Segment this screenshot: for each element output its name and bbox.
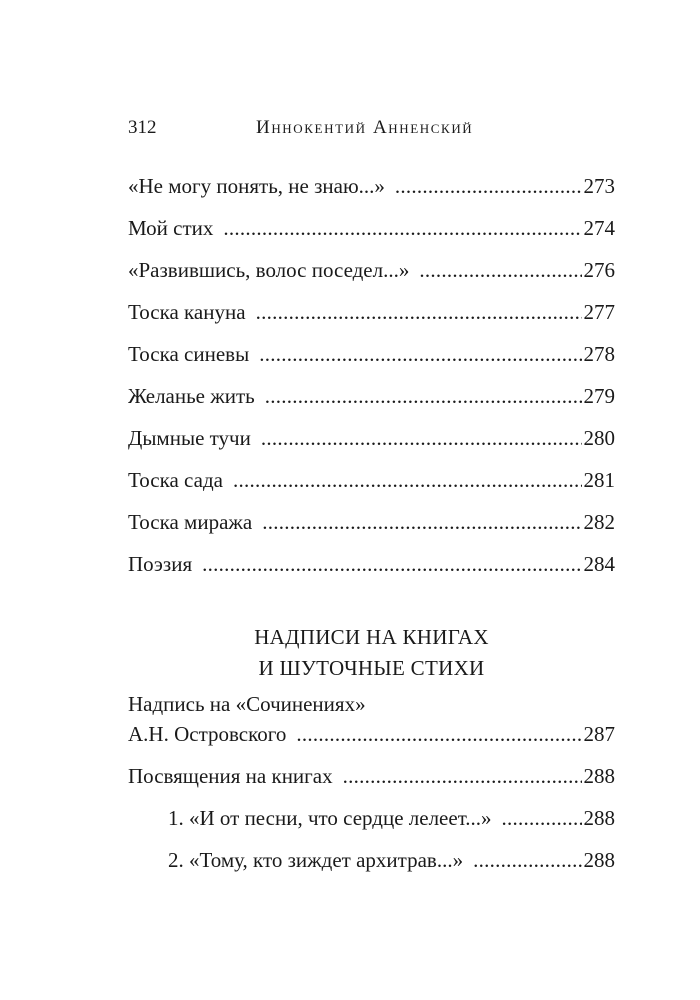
toc-entry xyxy=(128,548,615,590)
toc-entry-title: 1. «И от песни, что сердце лелеет...» xyxy=(168,806,492,830)
toc-entry-title: Поэзия xyxy=(128,552,193,576)
table-of-contents xyxy=(128,170,615,590)
toc-entry-page: 279 xyxy=(583,384,615,408)
toc-entry-title: А.Н. Островского xyxy=(128,722,287,746)
section-heading-line: И ШУТОЧНЫЕ СТИХИ xyxy=(258,656,485,680)
toc-entry-title: Посвящения на книгах xyxy=(128,764,333,788)
running-head xyxy=(128,117,615,141)
toc-entry-title: Тоска сада xyxy=(128,468,223,492)
toc-entry-title: 2. «Тому, кто зиждет архитрав...» xyxy=(168,848,464,872)
toc-entry xyxy=(128,464,615,506)
dot-leader xyxy=(202,550,581,578)
toc-entry xyxy=(128,422,615,464)
dot-leader xyxy=(343,762,582,790)
toc-entry-title: Желанье жить xyxy=(128,384,255,408)
toc-entry xyxy=(128,718,615,760)
toc-entry-page: 284 xyxy=(583,552,615,576)
dot-leader xyxy=(473,846,581,874)
toc-entry-page: 274 xyxy=(583,216,615,240)
toc-entry xyxy=(128,380,615,422)
toc-entry-page: 273 xyxy=(583,174,615,198)
dot-leader xyxy=(419,256,581,284)
dot-leader xyxy=(261,424,582,452)
toc-entry xyxy=(128,212,615,254)
toc-entry xyxy=(128,338,615,380)
dot-leader xyxy=(296,720,581,748)
toc-entry-title-first-line: Надпись на «Сочинениях» xyxy=(128,692,366,716)
toc-entry-page: 276 xyxy=(583,258,615,282)
toc-entry-title: Дымные тучи xyxy=(128,426,251,450)
dot-leader xyxy=(262,508,581,536)
section-heading-line: НАДПИСИ НА КНИГАХ xyxy=(254,625,489,649)
toc-entry-page: 277 xyxy=(583,300,615,324)
section-table-of-contents xyxy=(128,690,615,886)
toc-entry-page: 280 xyxy=(583,426,615,450)
toc-entry-page: 288 xyxy=(583,764,615,788)
toc-entry xyxy=(128,296,615,338)
dot-leader xyxy=(223,214,581,242)
toc-entry xyxy=(128,844,615,886)
dot-leader xyxy=(259,340,581,368)
toc-entry-title: Тоска миража xyxy=(128,510,253,534)
toc-entry-title: Тоска синевы xyxy=(128,342,250,366)
toc-entry xyxy=(128,760,615,802)
toc-entry-title: «Развившись, волос поседел...» xyxy=(128,258,410,282)
toc-entry-page: 281 xyxy=(583,468,615,492)
toc-entry-title: Мой стих xyxy=(128,216,214,240)
toc-entry xyxy=(128,254,615,296)
dot-leader xyxy=(233,466,582,494)
dot-leader xyxy=(256,298,582,326)
toc-entry-page: 278 xyxy=(583,342,615,366)
toc-entry-title: «Не могу понять, не знаю...» xyxy=(128,174,385,198)
section-heading xyxy=(128,622,615,684)
toc-entry-page: 282 xyxy=(583,510,615,534)
toc-entry-title: Тоска кануна xyxy=(128,300,246,324)
running-head-author: Иннокентий Анненский xyxy=(256,117,474,138)
dot-leader xyxy=(502,804,582,832)
toc-entry xyxy=(128,802,615,844)
toc-entry-page: 287 xyxy=(583,722,615,746)
dot-leader xyxy=(395,172,582,200)
toc-entry xyxy=(128,506,615,548)
dot-leader xyxy=(265,382,582,410)
toc-entry xyxy=(128,170,615,212)
page-number: 312 xyxy=(128,117,157,138)
toc-entry-page: 288 xyxy=(583,806,615,830)
toc-entry-page: 288 xyxy=(583,848,615,872)
